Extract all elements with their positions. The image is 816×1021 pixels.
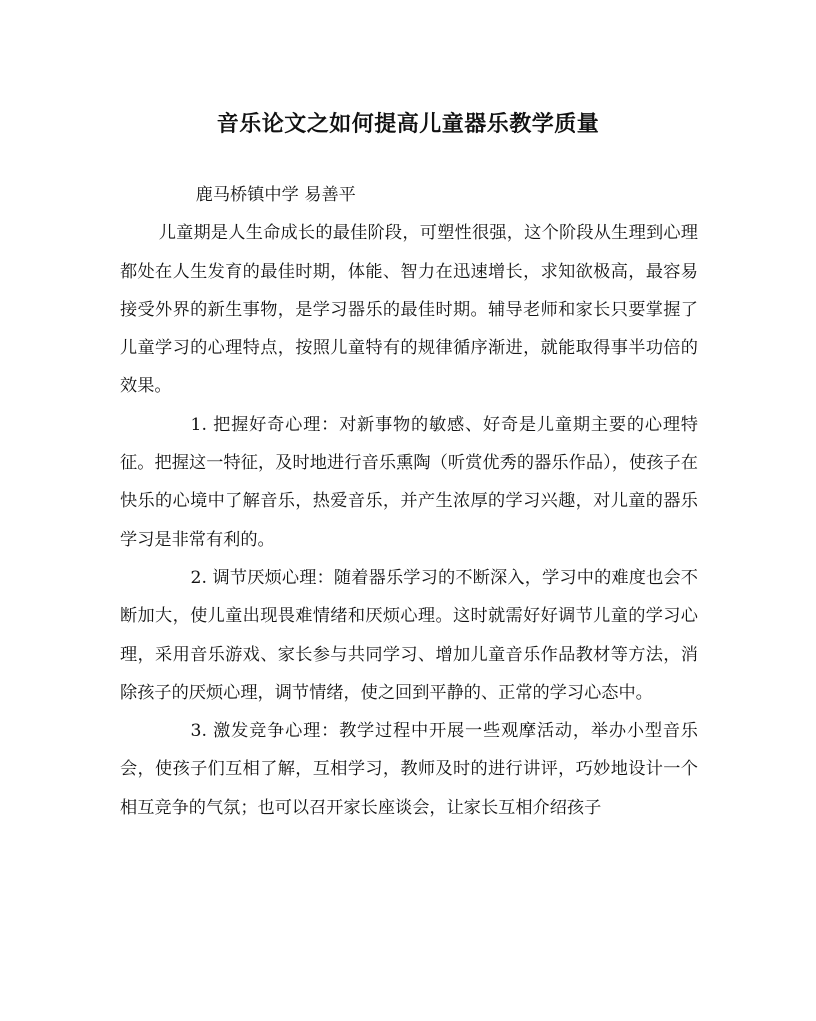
paragraph-point-1: 1. 把握好奇心理：对新事物的敏感、好奇是儿童期主要的心理特征。把握这一特征，及时地进行音乐熏陶（听赏优秀的器乐作品），使孩子在快乐的心境中了解音乐，热爱音乐，并产生浓厚的学习兴趣，对儿童的器乐学习是非常有利的。 [120, 414, 698, 550]
author-line: 鹿马桥镇中学 易善平 [195, 185, 356, 205]
document-title: 音乐论文之如何提高儿童器乐教学质量 [216, 111, 600, 137]
paragraph-point-3: 3. 激发竞争心理：教学过程中开展一些观摩活动，举办小型音乐会，使孩子们互相了解，互相学习，教师及时的进行讲评，巧妙地设计一个相互竞争的气氛；也可以召开家长座谈会，让家长互相介绍孩子 [120, 721, 698, 818]
paragraph-point-2: 2. 调节厌烦心理：随着器乐学习的不断深入，学习中的难度也会不断加大，使儿童出现畏难情绪和厌烦心理。这时就需好好调节儿童的学习心理，采用音乐游戏、家长参与共同学习、增加儿童音乐作品教材等方法，消除孩子的厌烦心理，调节情绪，使之回到平静的、正常的学习心态中。 [120, 567, 698, 703]
document-body [120, 176, 698, 827]
paragraph-intro: 儿童期是人生命成长的最佳阶段，可塑性很强，这个阶段从生理到心理都处在人生发育的最佳时期，体能、智力在迅速增长，求知欲极高，最容易接受外界的新生事物，是学习器乐的最佳时期。辅导老师和家长只要掌握了儿童学习的心理特点，按照儿童特有的规律循序渐进，就能取得事半功倍的效果。 [120, 223, 698, 397]
